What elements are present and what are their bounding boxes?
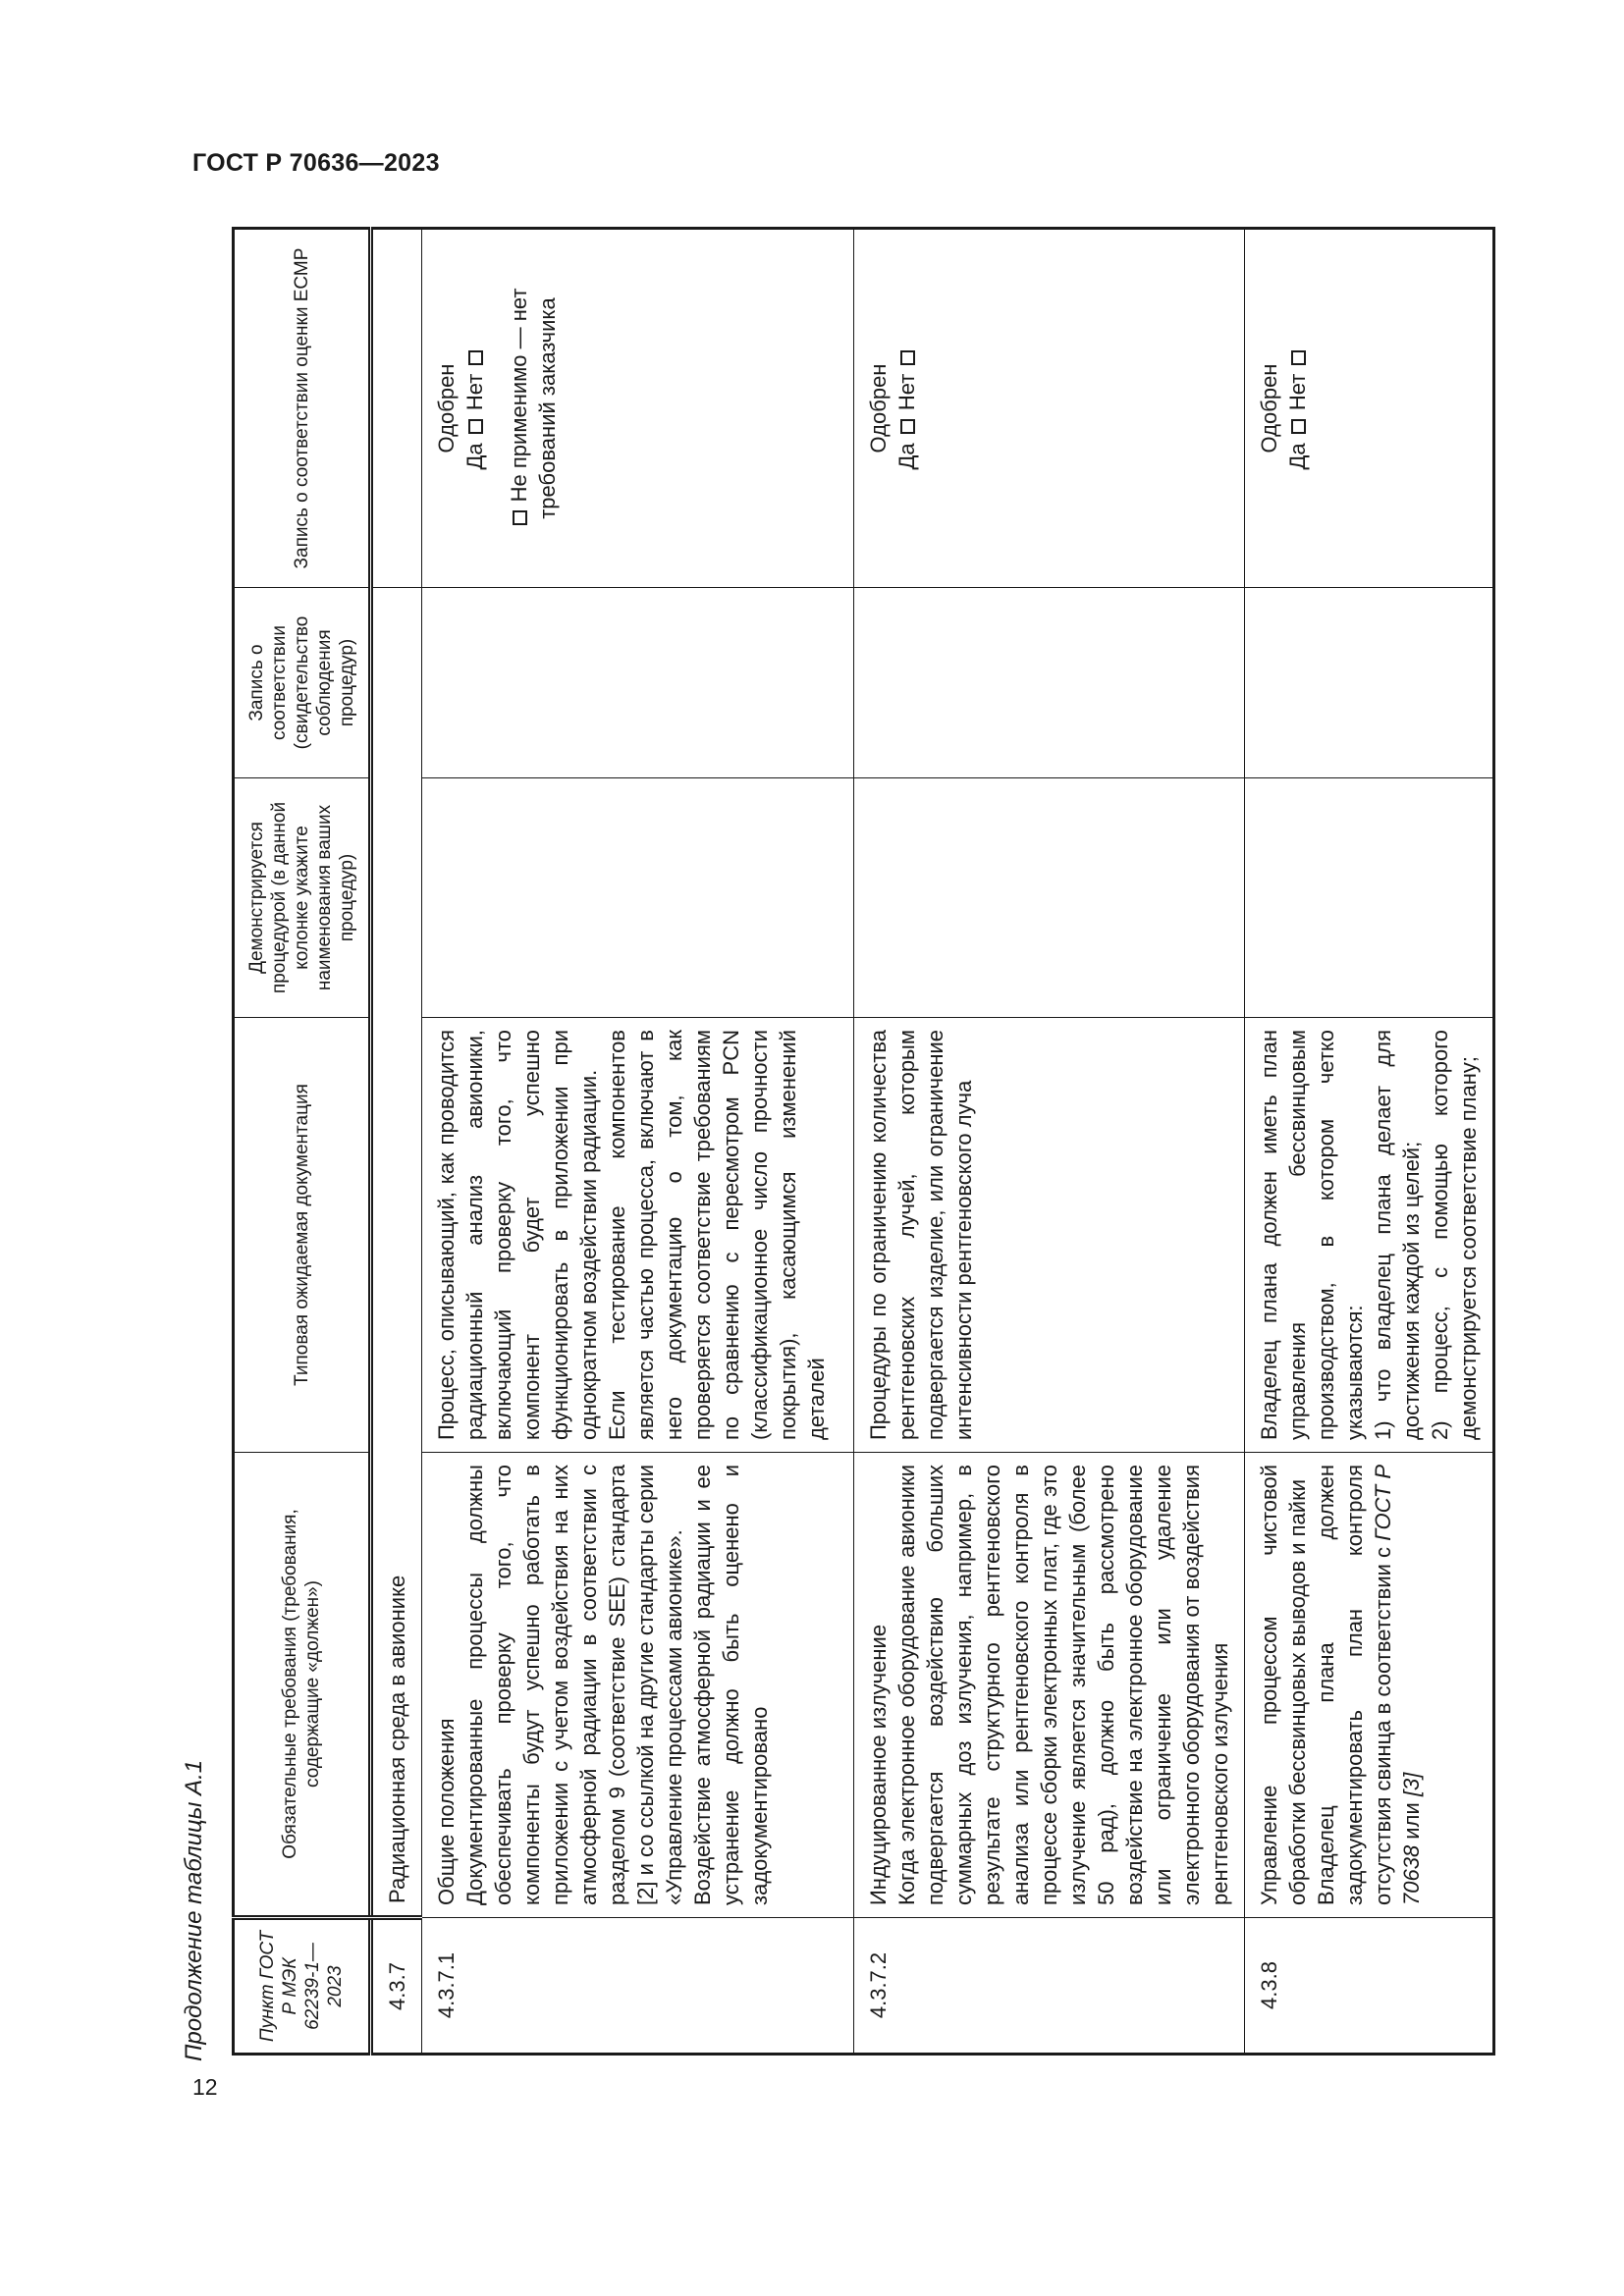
documentation-text-2: Если тестирование компонентов является частью процесса, включают в него документацию о том, как проверяется соответствие требованиям по сравнению с пересмотром PCN (классификационное число прочности покрытия), касающимся изменений деталей [605, 1030, 829, 1440]
no-label: Нет [462, 373, 487, 411]
requirement-cell [1245, 1453, 1494, 1918]
documentation-text: Процедуры по ограничению количества рентгеновских лучей, которым подвергается изделие, или ограничение интенсивности рентгеновского луча [866, 1030, 976, 1440]
no-checkbox[interactable] [468, 350, 483, 365]
section-title: Радиационная среда в авионике [371, 588, 422, 1918]
no-checkbox[interactable] [1291, 350, 1306, 365]
requirement-title: Индуцированное излучение [866, 1624, 891, 1905]
approval-cell [854, 229, 1245, 588]
requirement-text: Документированные процессы должны обеспечивать проверку того, что компоненты будут успешно работать в приложении с учетом воздействия на них атмосферной радиации в соответствии с разделом 9 (соответствие SEE) стандарта [2] и со ссылкой на другие стандарты серии «Управление процессами авионике». [462, 1465, 686, 1905]
table-row [422, 229, 854, 2055]
requirements-table [232, 227, 1495, 2056]
requirement-reference-2: [3] [1399, 1772, 1424, 1797]
document-header: ГОСТ Р 70636—2023 [192, 149, 440, 177]
table-rotated-container [232, 230, 1481, 2056]
requirement-text-2: Воздействие атмосферной радиации и ее устранение должно быть оценено и задокументировано [690, 1465, 772, 1905]
no-label: Нет [1285, 373, 1310, 411]
documentation-item-2: 2) процесс, с помощью которого демонстрируется соответствие плану; [1428, 1030, 1481, 1440]
compliance-record-cell[interactable] [854, 588, 1245, 778]
col-header-compliance-record: Запись о соответствии (свидетельство соблюдения процедур) [234, 588, 371, 778]
procedure-cell[interactable] [422, 778, 854, 1018]
table-header-row [234, 229, 371, 2055]
yes-checkbox[interactable] [900, 419, 915, 434]
table-caption: Продолжение таблицы А.1 [181, 1759, 207, 2061]
documentation-item-1: 1) что владелец плана делает для достижения каждой из целей; [1371, 1030, 1424, 1440]
section-empty-cell [371, 229, 422, 588]
row-number: 4.3.7.2 [854, 1918, 1245, 2055]
documentation-text: Процесс, описывающий, как проводится радиационный анализ авионики, включающий проверку того, что компонент будет успешно функционировать в приложении при однократном воздействии радиации. [434, 1030, 601, 1440]
requirement-text: Владелец плана должен задокументировать план контроля отсутствия свинца в соответствии с [1314, 1465, 1395, 1905]
documentation-text: Владелец плана должен иметь план управления бессвинцовым производством, в котором четко указываются: [1257, 1030, 1367, 1440]
col-header-clause: Пункт ГОСТ Р МЭК 62239-1—2023 [234, 1918, 371, 2055]
col-header-requirements: Обязательные требования (требования, содержащие «должен») [234, 1453, 371, 1918]
yes-checkbox[interactable] [1291, 419, 1306, 434]
approval-label: Одобрен [866, 363, 891, 454]
requirement-cell [854, 1453, 1245, 1918]
not-applicable-label: Не применимо — нет требований заказчика [507, 288, 560, 519]
page-number: 12 [192, 2074, 218, 2100]
documentation-cell [854, 1018, 1245, 1453]
col-header-documentation: Типовая ожидаемая документация [234, 1018, 371, 1453]
table-row [1245, 229, 1494, 2055]
requirement-cell [422, 1453, 854, 1918]
yes-label: Да [894, 443, 919, 470]
col-header-ecmp-record: Запись о соответствии оценки ЕСМР [234, 229, 371, 588]
row-number: 4.3.8 [1245, 1918, 1494, 2055]
requirement-or: или [1399, 1802, 1424, 1840]
approval-cell [422, 229, 854, 588]
approval-cell [1245, 229, 1494, 588]
requirement-title: Общие положения [434, 1718, 459, 1905]
not-applicable-checkbox[interactable] [513, 510, 527, 525]
requirement-text: Когда электронное оборудование авионики подвергается воздействию больших суммарных доз излучения, например, в результате структурного рентгеновского анализа или рентгеновского контроля в процессе сборки электронных плат, где это излучение является значительным (более 50 рад), должно быть рассмотрено воздействие на электронное оборудование или ограничение или удаление электронного оборудования от воздействия рентгеновского излучения [894, 1465, 1232, 1905]
yes-label: Да [1285, 443, 1310, 470]
approval-label: Одобрен [1257, 363, 1281, 454]
no-checkbox[interactable] [900, 350, 915, 365]
yes-label: Да [462, 443, 487, 470]
yes-checkbox[interactable] [468, 419, 483, 434]
no-label: Нет [894, 373, 919, 411]
requirement-reference: ГОСТ Р 70638 [1371, 1465, 1424, 1905]
procedure-cell[interactable] [1245, 778, 1494, 1018]
table-row [854, 229, 1245, 2055]
row-number: 4.3.7.1 [422, 1918, 854, 2055]
section-row [371, 229, 422, 2055]
approval-label: Одобрен [434, 363, 459, 454]
compliance-record-cell[interactable] [422, 588, 854, 778]
procedure-cell[interactable] [854, 778, 1245, 1018]
requirement-title: Управление процессом чистовой обработки бессвинцовых выводов и пайки [1257, 1465, 1310, 1905]
documentation-cell [1245, 1018, 1494, 1453]
col-header-procedure: Демонстрируется процедурой (в данной колонке укажите наименования ваших процедур) [234, 778, 371, 1018]
documentation-cell [422, 1018, 854, 1453]
section-number: 4.3.7 [371, 1918, 422, 2055]
compliance-record-cell[interactable] [1245, 588, 1494, 778]
